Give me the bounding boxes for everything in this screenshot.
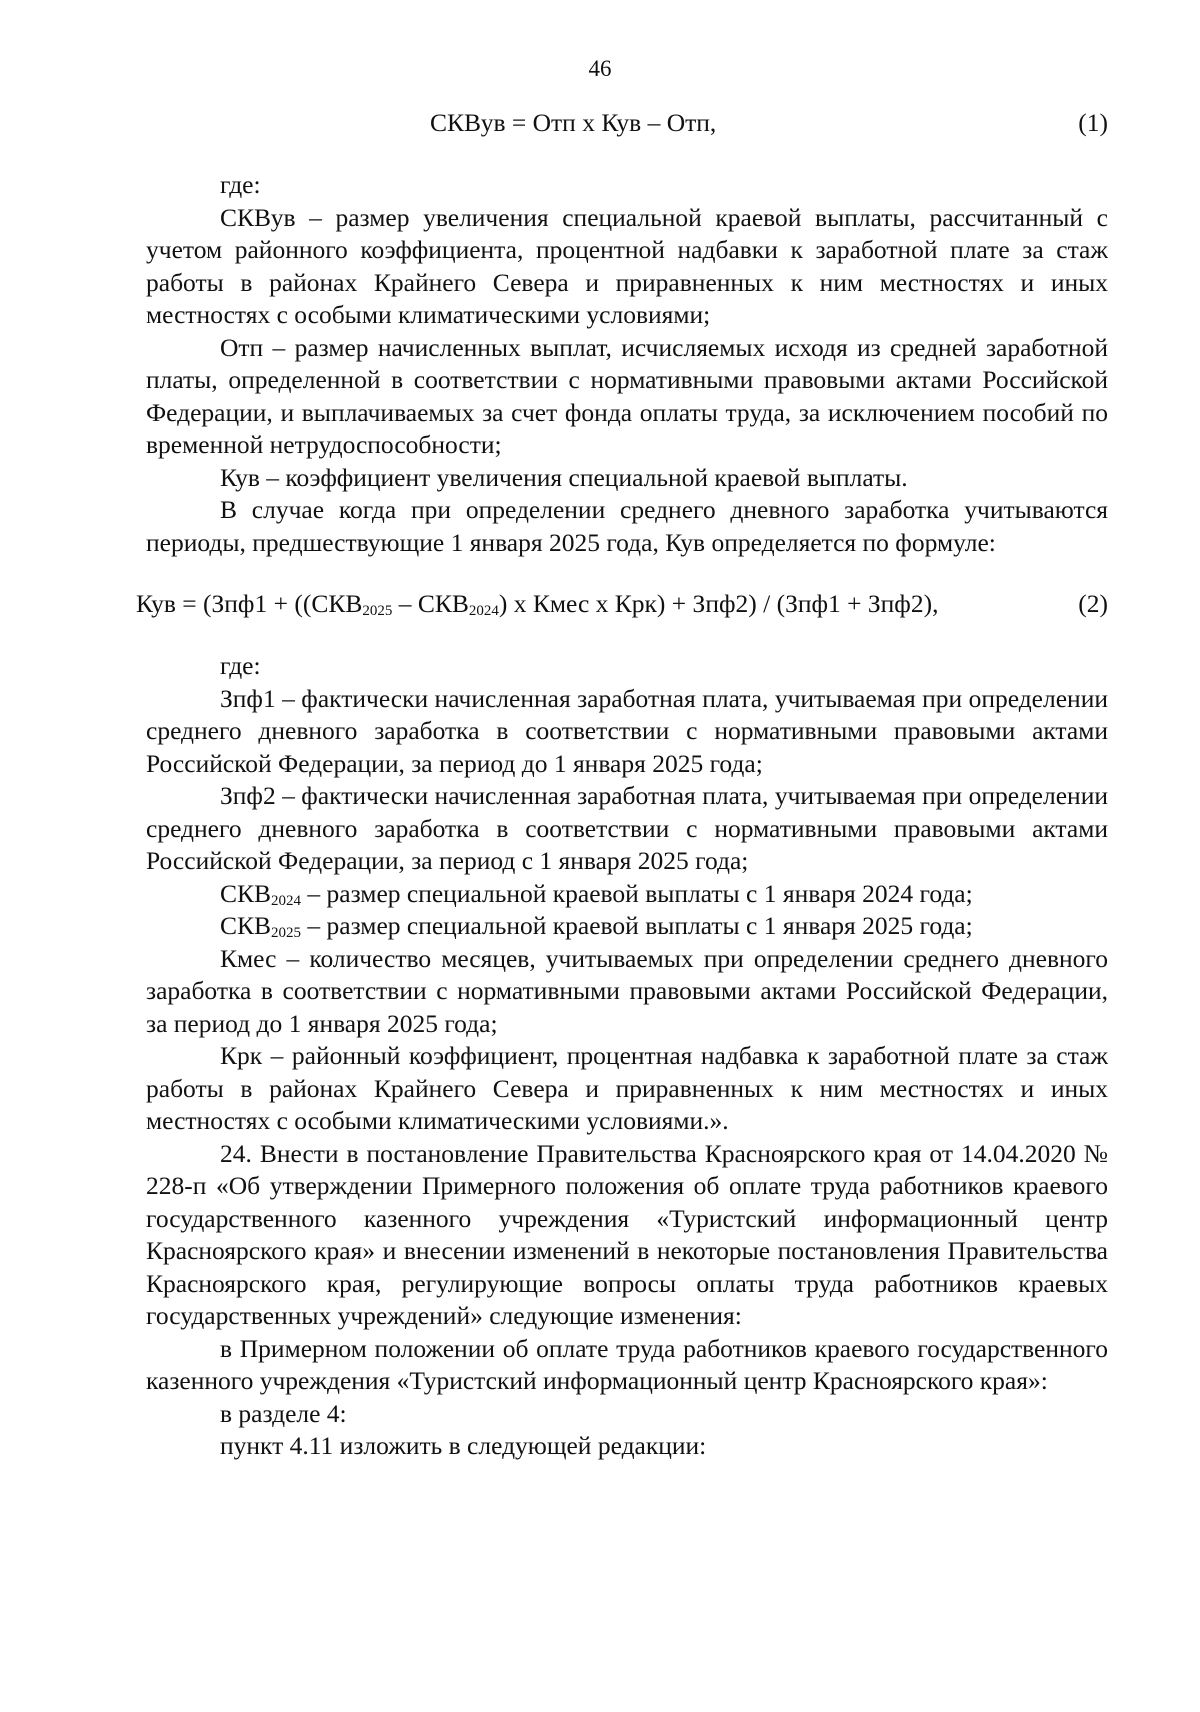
formula-2-number: (2): [1078, 589, 1108, 618]
paragraph-model-regulation: в Примерном положении об оплате труда работников краевого государственного казенного учреждения «Туристский информационный центр Красноярского края»:: [146, 1333, 1108, 1395]
definition-skv2024: $СКВ_{2024}$ – размер специальной краевой выплаты с 1 января 2024 года;: [220, 878, 973, 909]
definition-skvuv: СКВув – размер увеличения специальной краевой выплаты, рассчитанный с учетом районного коэффициента, процентной надбавки к заработной плате за стаж работы в районах Крайнего Севера и приравненных к ним местностях и иных местностях с особыми климатическими условиями;: [146, 202, 1108, 329]
paragraph-kuv-condition: В случае когда при определении среднего дневного заработка учитываются периоды, предшествующие 1 января 2025 года, Кув определяется по формуле:: [146, 495, 1108, 557]
definition-kmes: Кмес – количество месяцев, учитываемых при определении среднего дневного заработка в соответствии с нормативными правовыми актами Российской Федерации, за период до 1 января 2025 года;: [146, 943, 1108, 1038]
definition-krk: Крк – районный коэффициент, процентная надбавка к заработной плате за стаж работы в районах Крайнего Севера и приравненных к ним местностях и иных местностях с особыми климатическими условиями.».: [146, 1041, 1108, 1135]
definition-zpf1: Зпф1 – фактически начисленная заработная плата, учитываемая при определении среднего дневного заработка в соответствии с нормативными правовыми актами Российской Федерации, за период до 1 января 2025 года;: [146, 683, 1108, 778]
text-block-2: [146, 650, 1108, 1463]
definition-skv2025: $СКВ_{2025}$ – размер специальной краевой выплаты с 1 января 2025 года;: [220, 911, 973, 941]
formula-1-expression: СКВув = Отп х Кув – Отп,: [430, 108, 717, 137]
definition-kuv: Кув – коэффициент увеличения специальной краевой выплаты.: [220, 462, 908, 492]
paragraph-item-4-11: пункт 4.11 изложить в следующей редакции:: [220, 1431, 707, 1460]
definition-otp: Отп – размер начисленных выплат, исчисляемых исходя из средней заработной платы, определенной в соответствии с нормативными правовыми актами Российской Федерации, и выплачиваемых за счет фонда оплаты труда, за исключением пособий по временной нетрудоспособности;: [146, 332, 1108, 459]
definition-zpf2: Зпф2 – фактически начисленная заработная плата, учитываемая при определении среднего дневного заработка в соответствии с нормативными правовыми актами Российской Федерации, за период с 1 января 2025 года;: [146, 781, 1108, 875]
paragraph-section-4: в разделе 4:: [220, 1398, 347, 1428]
formula-1-number: (1): [1078, 108, 1108, 137]
text-block-1: [146, 169, 1108, 559]
page-number: 46: [588, 56, 612, 81]
formula-2-expression: Кув = ($Зпф1 + ((СКВ_{2025} - СКВ_{2024})$ х Кмес х Крк) + Зпф2) / (Зпф1 + Зпф2),: [136, 589, 939, 619]
where-label-1: где:: [220, 170, 261, 199]
paragraph-item-24: 24. Внести в постановление Правительства Красноярского края от 14.04.2020 № 228-п «Об утверждении Примерного положения об оплате труда работников краевого государственного казенного учреждения «Туристский информационный центр Красноярского края» и внесении изменений в некоторые постановления Правительства Красноярского края, регулирующие вопросы оплаты труда работников краевых государственных учреждений» следующие изменения:: [146, 1138, 1108, 1330]
where-label-2: где:: [220, 651, 261, 680]
